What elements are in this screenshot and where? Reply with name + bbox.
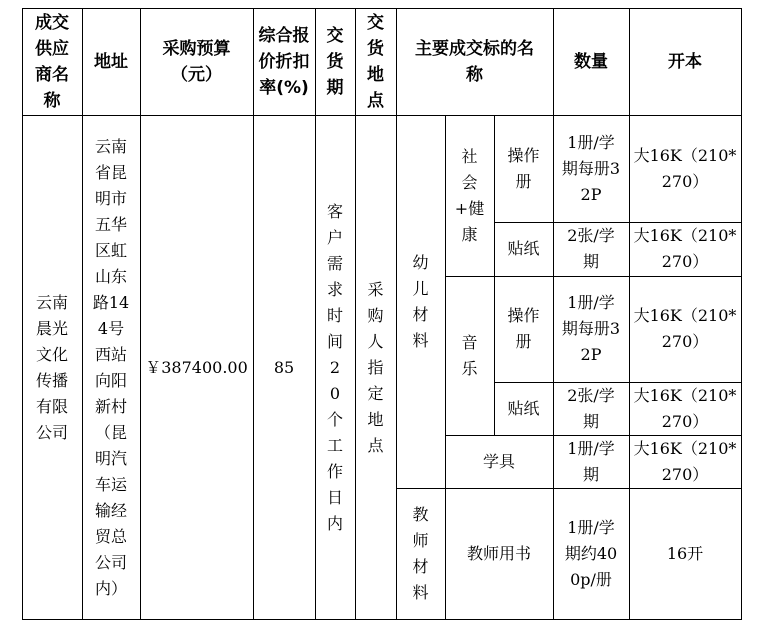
item-quantity: 1册/学期约400p/册	[564, 517, 618, 589]
table-border	[741, 8, 742, 620]
row-divider	[494, 222, 742, 223]
table-border	[22, 619, 742, 620]
item-format: 大16K（210*270）	[633, 438, 737, 484]
header-delivery-place: 交货地点	[367, 13, 384, 111]
item-format: 大16K（210*270）	[633, 385, 737, 431]
item-quantity: 2张/学期	[567, 226, 615, 271]
column-divider	[140, 8, 141, 620]
item-format: 16开	[666, 543, 704, 563]
item-format: 大16K（210*270）	[633, 226, 737, 271]
item-name: 学具	[482, 451, 515, 471]
header-supplier: 成交供应商名称	[35, 13, 69, 111]
budget-value: ￥387400.00	[145, 357, 248, 377]
row-divider	[445, 276, 742, 277]
delivery-period-value: 客户需求时间20个工作日内	[326, 201, 343, 533]
column-divider	[629, 8, 630, 620]
header-divider	[22, 115, 742, 116]
row-divider	[396, 488, 742, 489]
table-border	[22, 8, 742, 9]
supplier-name: 云南晨光文化传播有限公司	[35, 292, 68, 442]
header-format: 开本	[668, 52, 702, 72]
item-quantity: 1册/学期每册32P	[561, 293, 621, 364]
discount-value: 85	[273, 357, 295, 377]
item-name: 操作册	[507, 306, 540, 351]
column-divider	[494, 116, 495, 435]
item-format: 大16K（210*270）	[633, 306, 737, 351]
column-divider	[253, 8, 254, 620]
column-divider	[355, 8, 356, 620]
delivery-place-value: 采购人指定地点	[367, 279, 384, 455]
column-divider	[315, 8, 316, 620]
item-name: 教师用书	[466, 543, 531, 563]
item-name: 贴纸	[507, 398, 540, 418]
column-divider	[82, 8, 83, 620]
item-quantity: 1册/学期	[567, 438, 615, 484]
column-divider	[445, 116, 446, 620]
table-border	[22, 8, 23, 620]
group-kids-materials: 幼儿材料	[412, 253, 429, 350]
item-name: 操作册	[507, 146, 540, 191]
supplier-address: 云南省昆明市五华区虹山东路144号西站向阳新村（昆明汽车运输经贸总公司内）	[92, 136, 130, 598]
group-teacher-materials: 教师材料	[412, 504, 429, 602]
header-discount: 综合报价折扣率(%)	[258, 26, 310, 98]
item-quantity: 2张/学期	[567, 385, 615, 431]
header-address: 地址	[94, 52, 128, 72]
column-divider	[396, 8, 397, 620]
row-divider	[445, 435, 742, 436]
header-delivery-period: 交货期	[326, 26, 344, 98]
header-quantity: 数量	[574, 52, 608, 72]
item-format: 大16K（210*270）	[633, 146, 737, 191]
column-divider	[553, 8, 554, 620]
subgroup-social-health: 社会+健康	[454, 147, 485, 244]
row-divider	[494, 382, 742, 383]
item-name: 贴纸	[507, 239, 540, 258]
subgroup-music: 音乐	[461, 332, 478, 378]
header-subject: 主要成交标的名称	[415, 39, 534, 85]
header-budget: 采购预算（元）	[162, 39, 231, 85]
item-quantity: 1册/学期每册32P	[561, 133, 621, 204]
